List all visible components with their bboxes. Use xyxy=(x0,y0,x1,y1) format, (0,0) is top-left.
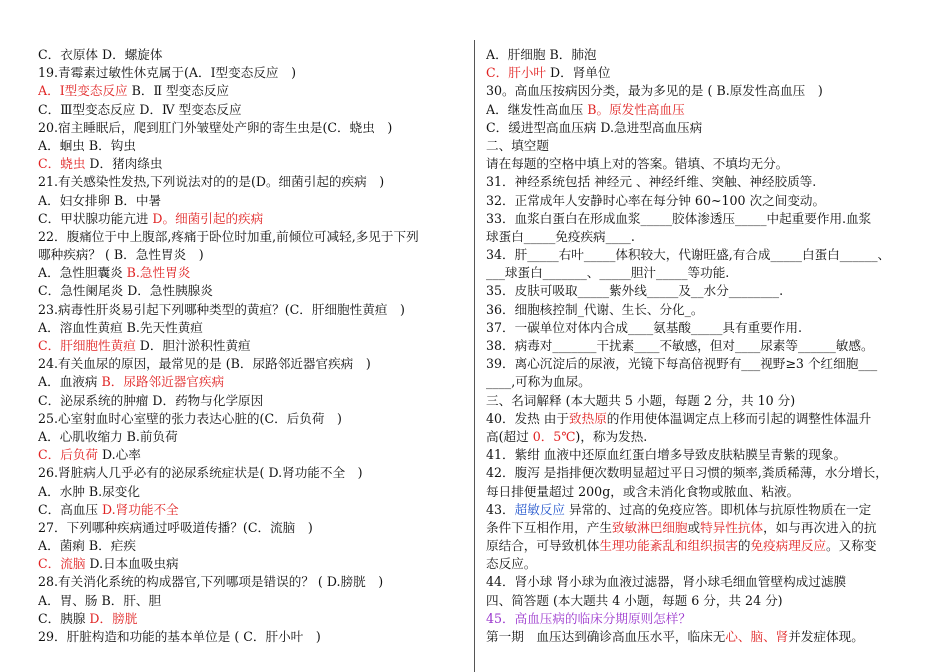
text-line xyxy=(38,192,468,210)
text-segment: A．血液病 xyxy=(38,374,102,390)
text-line xyxy=(38,246,468,264)
text-segment: 43． xyxy=(486,501,515,517)
text-segment: A．菌痢 B．疟疾 xyxy=(38,538,136,554)
text-segment: 22．腹痛位于中上腹部,疼痛于卧位时加重,前倾位可减轻,多见于下列 xyxy=(38,228,419,244)
text-segment: C．Ⅲ型变态反应 D．Ⅳ 型变态反应 xyxy=(38,101,242,117)
right-column xyxy=(486,46,914,646)
text-segment: 39．离心沉淀后的尿液，光镜下每高倍视野有___视野≥3 个红细胞___ xyxy=(486,356,878,372)
text-segment: ，如与再次进入的抗 xyxy=(763,519,877,535)
text-line xyxy=(486,501,914,519)
text-line xyxy=(38,210,468,228)
text-line xyxy=(38,501,468,519)
text-segment: A．溶血性黄疸 B.先天性黄疸 xyxy=(38,319,203,335)
text-line xyxy=(38,537,468,555)
text-segment: 或 xyxy=(687,519,701,535)
text-line xyxy=(486,228,914,246)
highlighted-answer: A．Ⅰ型变态反应 xyxy=(38,83,128,99)
text-segment: 27．下列哪种疾病通过呼吸道传播？(C．流脑 ) xyxy=(38,519,313,535)
text-segment: 原结合，可导致机体 xyxy=(486,538,600,554)
highlighted-answer: 生理功能紊乱和组织损害 xyxy=(599,538,738,554)
text-segment: D.日本血吸虫病 xyxy=(85,556,179,572)
text-line xyxy=(38,446,468,464)
text-segment: 42．腹泻 是指排便次数明显超过平日习惯的频率,粪质稀薄，水分增长， xyxy=(486,465,888,481)
text-segment: 25.心室射血时心室壁的张力表达心脏的(C．后负荷 ) xyxy=(38,410,342,426)
text-line xyxy=(38,483,468,501)
highlighted-answer: 心、脑、肾 xyxy=(725,629,789,644)
text-segment: A．急性胆囊炎 xyxy=(38,265,127,281)
text-line xyxy=(38,519,468,537)
text-segment: 请在每题的空格中填上对的答案。错填、不填均无分。 xyxy=(486,156,789,172)
highlighted-answer: C．流脑 xyxy=(38,556,86,572)
text-line xyxy=(38,573,468,591)
text-segment: A．蛔虫 B．钩虫 xyxy=(38,137,136,153)
text-line xyxy=(486,392,914,410)
text-line xyxy=(38,355,468,373)
highlighted-answer: 0．5℃ xyxy=(532,428,576,444)
text-line xyxy=(38,264,468,282)
highlighted-answer: C．蛲虫 xyxy=(38,156,86,172)
text-line xyxy=(486,573,914,591)
text-line xyxy=(38,628,468,646)
text-line xyxy=(38,464,468,482)
text-line xyxy=(38,282,468,300)
text-segment: ____,可称为血尿。 xyxy=(486,374,591,390)
text-line xyxy=(38,228,468,246)
highlighted-answer: 免疫病理反应 xyxy=(750,538,827,554)
highlighted-answer: D.肾功能不全 xyxy=(102,501,179,517)
text-line xyxy=(38,155,468,173)
text-segment: 球蛋白_____免疫疾病____. xyxy=(486,228,635,244)
text-segment: ___球蛋白_______、_____胆汁_____等功能. xyxy=(486,265,730,281)
text-segment: 21.有关感染性发热,下列说法对的的是(D。细菌引起的疾病 ) xyxy=(38,174,385,190)
highlighted-answer: B.急性胃炎 xyxy=(126,265,191,281)
text-segment: 41．紫绀 血液中还原血红蛋白增多导致皮肤粘膜呈青紫的现象。 xyxy=(486,447,847,463)
text-segment: 态反应。 xyxy=(486,556,537,572)
text-segment: 高(超过 xyxy=(486,428,533,444)
text-segment: C．泌尿系统的肿瘤 D．药物与化学原因 xyxy=(38,392,264,408)
text-line xyxy=(38,137,468,155)
text-line xyxy=(486,483,914,501)
text-line xyxy=(486,464,914,482)
text-line xyxy=(38,119,468,137)
text-line xyxy=(486,373,914,391)
text-segment: A．水肿 B.尿变化 xyxy=(38,483,140,499)
text-segment: 33．血浆白蛋白在形成血浆_____胶体渗透压_____中起重要作用.血浆 xyxy=(486,210,872,226)
text-segment: A．妇女排卵 B．中暑 xyxy=(38,192,162,208)
text-line xyxy=(486,319,914,337)
text-line xyxy=(486,428,914,446)
text-line xyxy=(38,410,468,428)
text-segment: 29．肝脏构造和功能的基本单位是 ( C．肝小叶 ) xyxy=(38,629,321,644)
left-column xyxy=(38,46,468,646)
text-line xyxy=(486,410,914,428)
text-line xyxy=(486,119,914,137)
text-line xyxy=(486,537,914,555)
text-line xyxy=(486,246,914,264)
text-line xyxy=(486,210,914,228)
text-segment: 每日排便量超过 200g，或含未消化食物或脓血、粘液。 xyxy=(486,483,800,499)
text-line xyxy=(486,592,914,610)
text-segment: D．胆汁淤积性黄疸 xyxy=(135,338,251,353)
text-line xyxy=(486,282,914,300)
text-segment: 32．正常成年人安静时心率在每分钟 60~100 次之间变动。 xyxy=(486,192,826,208)
text-line xyxy=(486,355,914,373)
text-segment: B．Ⅱ 型变态反应 xyxy=(127,83,230,99)
highlighted-answer: 超敏反应 xyxy=(514,501,565,517)
text-line xyxy=(38,64,468,82)
highlighted-answer: D．膀胱 xyxy=(89,610,138,626)
text-line xyxy=(486,192,914,210)
text-line xyxy=(38,592,468,610)
highlighted-answer: 致敏淋巴细胞 xyxy=(611,519,688,535)
highlighted-answer: B。原发性高血压 xyxy=(587,101,685,117)
text-segment: D．肾单位 xyxy=(546,65,611,81)
text-line xyxy=(486,610,914,628)
highlighted-answer: 致热原 xyxy=(569,410,607,426)
text-segment: 四、简答题 (本大题共 4 小题，每题 6 分，共 24 分) xyxy=(486,592,783,608)
text-segment: 异常的、过高的免疫应答。即机体与抗原性物质在一定 xyxy=(565,501,872,517)
text-segment: 19.青霉素过敏性休克属于(A．Ⅰ型变态反应 ) xyxy=(38,65,297,81)
text-line xyxy=(38,392,468,410)
text-line xyxy=(38,101,468,119)
text-line xyxy=(38,428,468,446)
text-line xyxy=(38,610,468,628)
text-line xyxy=(486,337,914,355)
text-segment: 34．肝_____右叶_____体积较大，代谢旺盛,有合成_____白蛋白______、 xyxy=(486,247,891,263)
text-line xyxy=(486,446,914,464)
text-line xyxy=(486,301,914,319)
text-segment: 30。高血压按病因分类，最为多见的是 ( B.原发性高血压 ) xyxy=(486,83,823,99)
text-segment: 二、填空题 xyxy=(486,137,549,153)
text-segment: D.心率 xyxy=(98,447,141,463)
text-line xyxy=(486,64,914,82)
text-segment: C．缓进型高血压病 D.急进型高血压病 xyxy=(486,119,703,135)
text-segment: 的作用使体温调定点上移而引起的调整性体温升 xyxy=(606,410,872,426)
text-segment: C．甲状腺功能亢进 xyxy=(38,210,153,226)
text-line xyxy=(38,337,468,355)
text-segment: 35．皮肤可吸取_____紫外线_____及__水分________. xyxy=(486,283,784,299)
text-segment: C．衣原体 D．螺旋体 xyxy=(38,47,163,62)
text-line xyxy=(38,173,468,191)
text-segment: 28.有关消化系统的构成器官,下列哪项是错误的？ ( D.膀胱 ) xyxy=(38,574,384,590)
text-segment: 36．细胞核控制_代谢、生长、分化_。 xyxy=(486,301,704,317)
text-line xyxy=(486,101,914,119)
text-line xyxy=(486,155,914,173)
highlighted-answer: D。细菌引起的疾病 xyxy=(152,210,264,226)
text-segment: 23.病毒性肝炎易引起下列哪种类型的黄疸？(C．肝细胞性黄疸 ) xyxy=(38,301,405,317)
text-segment: )，称为发热. xyxy=(575,428,648,444)
highlighted-answer: C．肝细胞性黄疸 xyxy=(38,338,136,353)
text-segment: 第一期 血压达到确诊高血压水平，临床无 xyxy=(486,629,726,644)
text-line xyxy=(486,82,914,100)
text-line xyxy=(486,555,914,573)
text-segment: C．胰腺 xyxy=(38,610,90,626)
text-line xyxy=(486,137,914,155)
text-segment: 哪种疾病？ ( B．急性胃炎 ) xyxy=(38,247,204,263)
text-segment: C．高血压 xyxy=(38,501,103,517)
text-segment: 24.有关血尿的原因，最常见的是 (B．尿路邻近器官疾病 ) xyxy=(38,356,371,372)
text-segment: 并发症体现。 xyxy=(788,629,864,644)
text-segment: 的 xyxy=(737,538,751,554)
text-line xyxy=(486,46,914,64)
text-line xyxy=(38,301,468,319)
text-segment: 26.肾脏病人几乎必有的泌尿系统症状是( D.肾功能不全 ) xyxy=(38,465,363,481)
text-segment: C．急性阑尾炎 D．急性胰腺炎 xyxy=(38,283,213,299)
text-segment: A．胃、肠 B．肝、胆 xyxy=(38,592,162,608)
text-line xyxy=(38,82,468,100)
text-segment: 31．神经系统包括 神经元 、神经纤维、突触、神经胶质等. xyxy=(486,174,817,190)
text-line xyxy=(486,173,914,191)
text-segment: A．心肌收缩力 B.前负荷 xyxy=(38,428,178,444)
column-divider xyxy=(474,40,475,672)
text-line xyxy=(486,519,914,537)
text-line xyxy=(38,555,468,573)
text-line xyxy=(38,373,468,391)
text-segment: 38．病毒对_______干扰素____不敏感，但对____尿素等______敏感。 xyxy=(486,338,874,353)
text-segment: 三、名词解释 (本大题共 5 小题，每题 2 分，共 10 分) xyxy=(486,392,796,408)
highlighted-answer: 特异性抗体 xyxy=(700,519,764,535)
text-segment: 37．一碳单位对体内合成____氨基酸_____具有重要作用. xyxy=(486,319,802,335)
text-line xyxy=(38,319,468,337)
text-segment: 。又称变 xyxy=(826,538,877,554)
text-segment: D．猪肉绦虫 xyxy=(85,156,163,172)
text-segment: 44．肾小球 肾小球为血液过滤器，肾小球毛细血管壁构成过滤膜 xyxy=(486,574,847,590)
text-line xyxy=(486,264,914,282)
text-segment: A．肝细胞 B．肺泡 xyxy=(486,47,597,62)
text-line xyxy=(38,46,468,64)
text-segment: A．继发性高血压 xyxy=(486,101,588,117)
highlighted-answer: C．后负荷 xyxy=(38,447,99,463)
highlighted-answer: B．尿路邻近器官疾病 xyxy=(101,374,225,390)
text-segment: 条件下互相作用，产生 xyxy=(486,519,612,535)
text-segment: 20.宿主睡眠后，爬到肛门外皱壁处产卵的寄生虫是(C．蛲虫 ) xyxy=(38,119,393,135)
text-line xyxy=(486,628,914,646)
highlighted-answer: C．肝小叶 xyxy=(486,65,547,81)
highlighted-answer: 45．高血压病的临床分期原则怎样？ xyxy=(486,610,691,626)
text-segment: 40．发热 由于 xyxy=(486,410,569,426)
